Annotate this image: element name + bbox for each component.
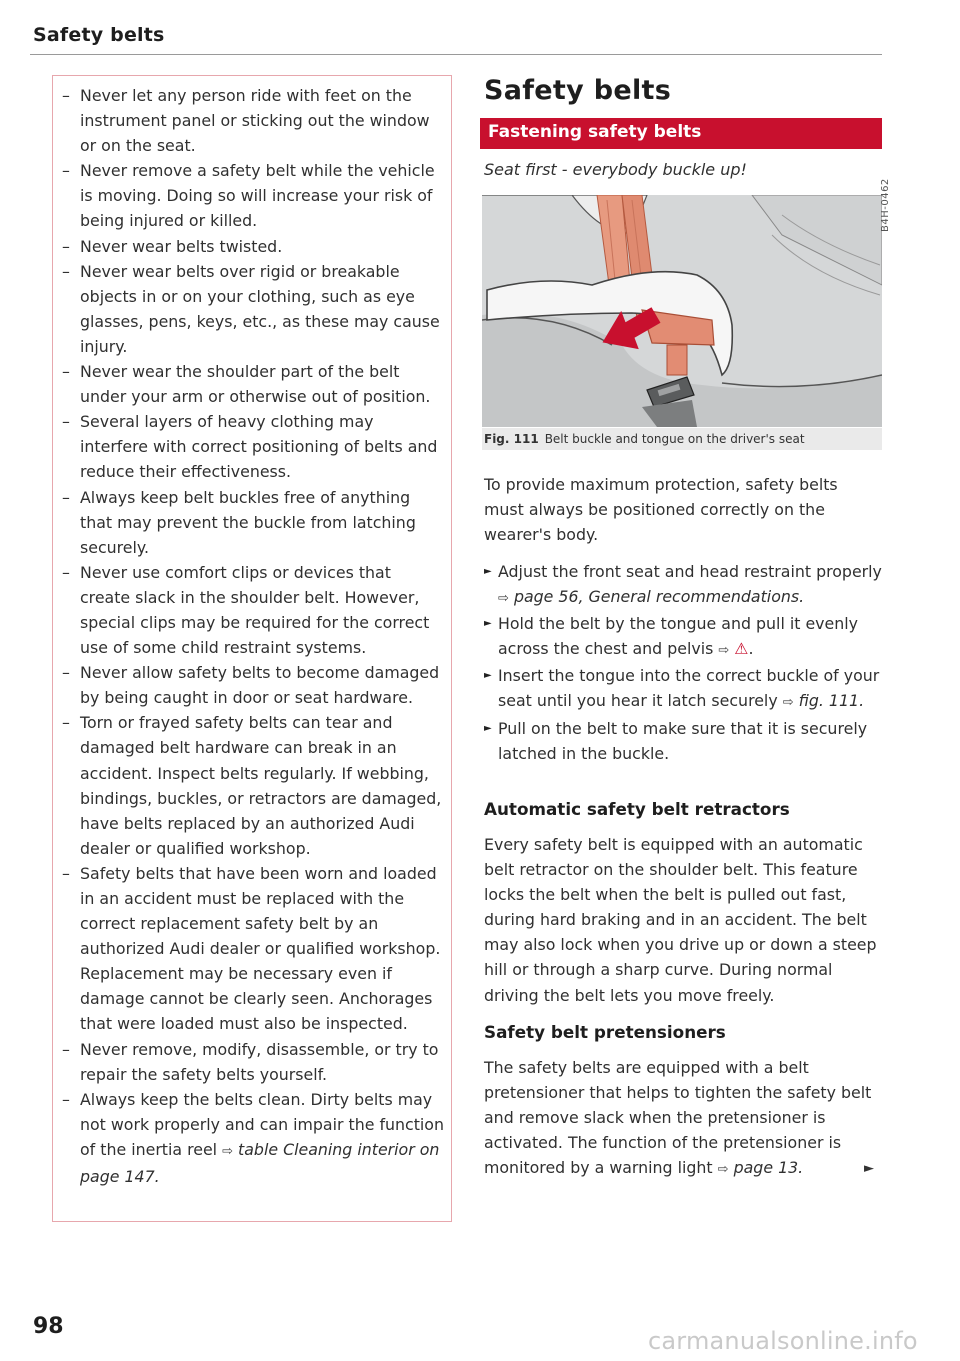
cross-reference-link[interactable]: page 13. bbox=[733, 1158, 804, 1178]
figure-caption bbox=[482, 428, 882, 450]
warning-item: – Always keep belt buckles free of anything that may prevent the buckle from latching securely. bbox=[62, 485, 446, 560]
warning-text: Always keep the belts clean. Dirty belts may not work properly and can impair the function of the inertia reel bbox=[80, 1089, 444, 1159]
section-title: Safety belts bbox=[484, 75, 672, 106]
belt-buckle-illustration bbox=[482, 195, 882, 427]
warning-item: – Safety belts that have been worn and loaded in an accident must be replaced with the correct replacement safety belt by an authorized Audi dealer or qualified workshop. Replacement may be necessary even if damage cannot be clearly seen. Anchorages that were loaded must also be inspected. bbox=[62, 861, 446, 1037]
step-item bbox=[484, 559, 882, 611]
pretensioners-paragraph bbox=[484, 1055, 882, 1182]
running-title: Safety belts bbox=[33, 24, 165, 46]
warning-item: – Never remove, modify, disassemble, or try to repair the safety belts yourself. bbox=[62, 1037, 446, 1087]
warning-list bbox=[62, 83, 446, 1189]
belt-buckle-drawing bbox=[482, 195, 882, 427]
warning-item: – Torn or frayed safety belts can tear and damaged belt hardware can break in an accident. Inspect belts regularly. If webbing, bindings, buckles, or retractors are damaged, have belts replaced by an authorized Audi dealer or qualified workshop. bbox=[62, 710, 446, 861]
arrow-icon: ⇨ bbox=[498, 591, 509, 607]
cross-reference-link[interactable]: fig. 111. bbox=[798, 691, 865, 711]
step-item bbox=[484, 663, 882, 715]
pretensioners-heading: Safety belt pretensioners bbox=[484, 1022, 726, 1042]
warning-item: – Never allow safety belts to become damaged by being caught in door or seat hardware. bbox=[62, 660, 446, 710]
warning-item: – Never wear the shoulder part of the belt under your arm or otherwise out of position. bbox=[62, 359, 446, 409]
arrow-icon: ⇨ bbox=[717, 1162, 729, 1178]
warning-item-cleaning bbox=[62, 1087, 446, 1189]
instruction-steps bbox=[484, 559, 882, 766]
step-item: ► Hold the belt by the tongue and pull it evenly across the chest and pelvis ⇨ ⚠. bbox=[484, 611, 882, 663]
figure-caption-text: Belt buckle and tongue on the driver's seat bbox=[544, 432, 805, 446]
header-rule bbox=[30, 54, 882, 55]
warning-triangle-icon[interactable]: ⚠ bbox=[734, 639, 749, 659]
tagline: Seat first - everybody buckle up! bbox=[484, 160, 747, 179]
watermark: carmanualsonline.info bbox=[648, 1327, 918, 1355]
intro-paragraph: To provide maximum protection, safety belts must always be positioned correctly on the wearer's body. bbox=[484, 475, 838, 545]
warning-item: – Never wear belts twisted. bbox=[62, 234, 446, 259]
page-number: 98 bbox=[33, 1314, 64, 1339]
cross-reference-link[interactable]: table Cleaning interior on page 147. bbox=[80, 1139, 440, 1187]
warning-item: – Never remove a safety belt while the vehicle is moving. Doing so will increase your risk of being injured or killed. bbox=[62, 158, 446, 233]
subsection-banner bbox=[480, 118, 882, 149]
arrow-icon: ⇨ bbox=[782, 695, 794, 711]
step-text: Hold the belt by the tongue and pull it evenly across the chest and pelvis bbox=[498, 614, 858, 659]
pretensioners-text: The safety belts are equipped with a belt pretensioner that helps to tighten the safety belt and remove slack when the pretensioner is activated. The function of the pretensioner is monitored by a warning light bbox=[484, 1058, 872, 1178]
warning-item: – Never wear belts over rigid or breakable objects in or on your clothing, such as eye glasses, pens, keys, etc., as these may cause injury. bbox=[62, 259, 446, 359]
banner-label: Fastening safety belts bbox=[488, 122, 702, 142]
continue-arrow-icon: ► bbox=[864, 1161, 874, 1176]
warning-item: – Never let any person ride with feet on the instrument panel or sticking out the window or on the seat. bbox=[62, 83, 446, 158]
arrow-icon: ⇨ bbox=[222, 1143, 234, 1159]
figure-label: Fig. 111 bbox=[484, 432, 539, 446]
retractors-heading: Automatic safety belt retractors bbox=[484, 799, 790, 819]
cross-reference-link[interactable]: page 56, General recommendations. bbox=[513, 587, 805, 607]
step-text: Insert the tongue into the correct buckle of your seat until you hear it latch securely bbox=[498, 666, 880, 711]
figure-code: B4H-0462 bbox=[880, 178, 891, 232]
warning-item: – Never use comfort clips or devices that create slack in the shoulder belt. However, special clips may be required for the correct use of some child restraint systems. bbox=[62, 560, 446, 660]
arrow-icon: ⇨ bbox=[718, 643, 730, 659]
retractors-paragraph: Every safety belt is equipped with an automatic belt retractor on the shoulder belt. This feature locks the belt when the belt is pulled out fast, during hard braking and in an accident. The belt may also lock when you drive up or down a steep hill or through a sharp curve. During normal driving the belt lets you move freely. bbox=[484, 835, 877, 1005]
step-text: Adjust the front seat and head restraint properly bbox=[498, 562, 882, 581]
step-item: ► Pull on the belt to make sure that it is securely latched in the buckle. bbox=[484, 716, 882, 766]
warning-item: – Several layers of heavy clothing may interfere with correct positioning of belts and reduce their effectiveness. bbox=[62, 409, 446, 484]
